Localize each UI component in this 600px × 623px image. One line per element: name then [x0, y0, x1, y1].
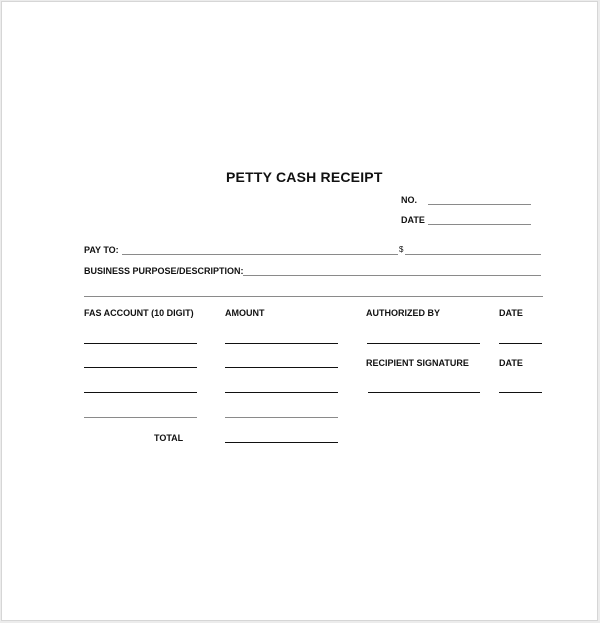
amount-field-4[interactable] [225, 417, 338, 418]
fas-account-field-3[interactable] [84, 392, 197, 393]
receipt-page [1, 1, 598, 621]
receipt-date-label: DATE [401, 215, 425, 225]
pay-to-label: PAY TO: [84, 245, 119, 255]
authorized-date-field[interactable] [499, 343, 542, 344]
amount-field-2[interactable] [225, 367, 338, 368]
fas-account-field-2[interactable] [84, 367, 197, 368]
dollar-sign: $ [399, 245, 404, 254]
receipt-number-field[interactable] [428, 204, 531, 205]
receipt-number-label: NO. [401, 195, 418, 205]
recipient-date-header: DATE [499, 358, 523, 368]
authorized-by-header: AUTHORIZED BY [366, 308, 440, 318]
total-amount-field[interactable] [225, 442, 338, 443]
authorized-date-header: DATE [499, 308, 523, 318]
recipient-signature-field[interactable] [368, 392, 480, 393]
receipt-title: PETTY CASH RECEIPT [226, 169, 383, 185]
amount-field-3[interactable] [225, 392, 338, 393]
amount-field-1[interactable] [225, 343, 338, 344]
receipt-date-field[interactable] [428, 224, 531, 225]
fas-account-header: FAS ACCOUNT (10 DIGIT) [84, 308, 194, 318]
amount-header: AMOUNT [225, 308, 265, 318]
fas-account-field-4[interactable] [84, 417, 197, 418]
recipient-date-field[interactable] [499, 392, 542, 393]
authorized-by-field[interactable] [367, 343, 480, 344]
total-label: TOTAL [154, 433, 184, 443]
business-purpose-field[interactable] [243, 275, 541, 276]
pay-amount-field[interactable] [405, 254, 541, 255]
business-purpose-field-line2[interactable] [84, 296, 543, 297]
fas-account-field-1[interactable] [84, 343, 197, 344]
business-purpose-label: BUSINESS PURPOSE/DESCRIPTION: [84, 266, 244, 276]
recipient-signature-header: RECIPIENT SIGNATURE [366, 358, 469, 368]
pay-to-field[interactable] [122, 254, 398, 255]
